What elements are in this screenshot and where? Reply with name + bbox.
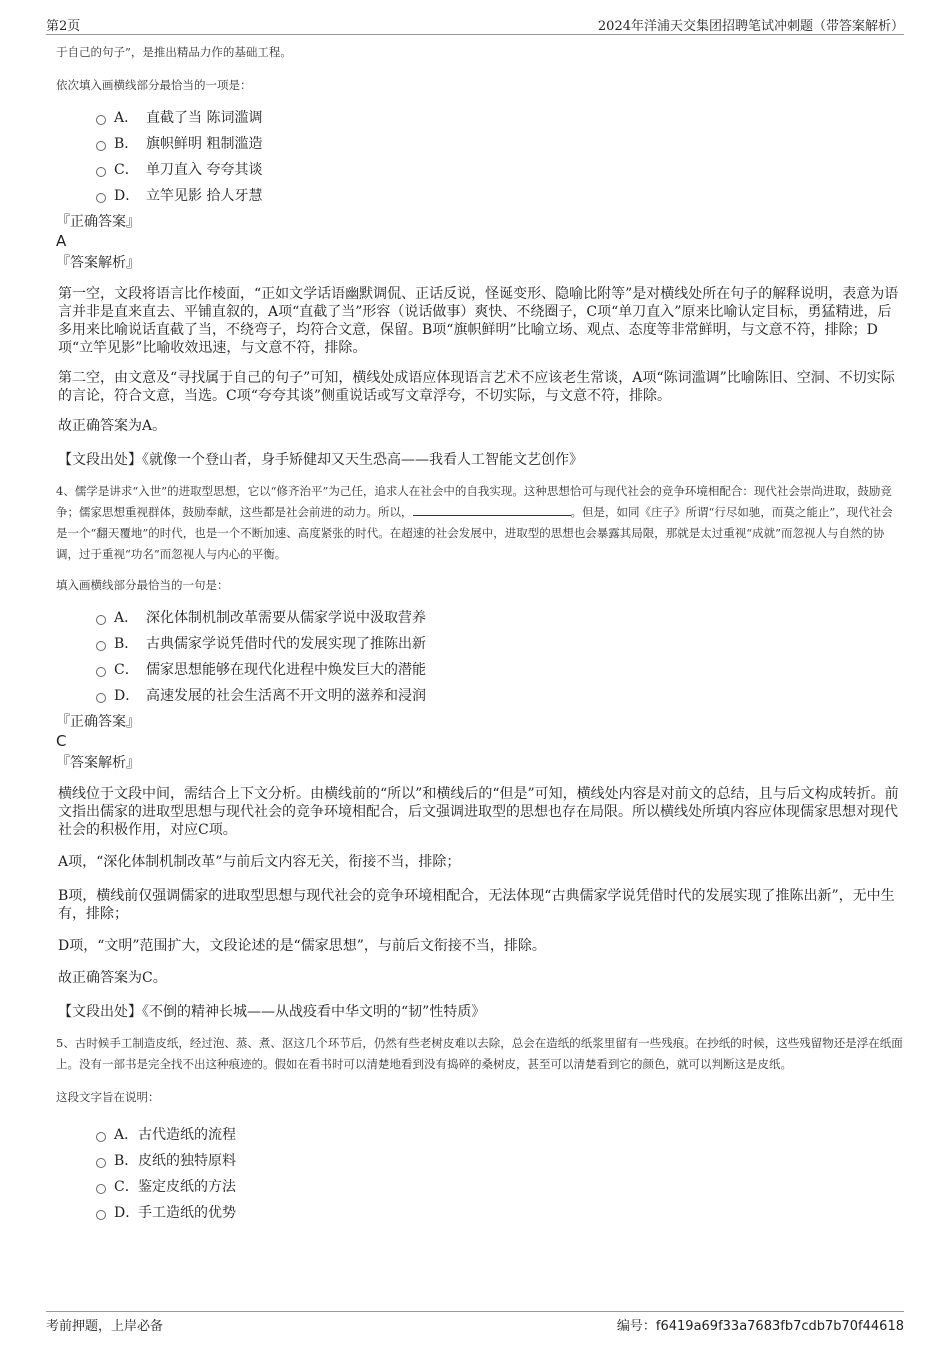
- q3-answer: A: [56, 232, 67, 250]
- q3-analysis-2: 第二空，由文意及“寻找属于自己的句子”可知，横线处成语应体现语言艺术不应该老生常谈，A项“陈词滥调”比喻陈旧、空洞、不切实际的言论，符合文意，当选。C项“夸夸其谈”侧重说话或写文章浮夸，不切实际，与文意不符，排除。: [58, 370, 895, 404]
- q5-stem: 5、古时候手工制造皮纸，经过泡、蒸、煮、沤这几个环节后，仍然有些老树皮难以去除，总会在造纸的纸浆里留有一些残痕。在抄纸的时候，这些残留物还是浮在纸面上。没有一部书是完全找不出这种痕迹的。假如在看书时可以清楚地看到没有捣碎的桑树皮，甚至可以清楚看到它的颜色，就可以判断这是皮纸。: [56, 1036, 903, 1071]
- q3-option-b[interactable]: B． 旗帜鲜明 粗制滥造: [56, 131, 904, 157]
- q4-answer-tag: 『正确答案』: [56, 714, 140, 730]
- radio-icon[interactable]: [96, 1184, 106, 1194]
- document-title: 2024年洋浦天交集团招聘笔试冲刺题（带答案解析）: [597, 19, 904, 34]
- q3-options: [56, 105, 904, 209]
- q4-stem: 4、儒学是讲求“入世”的进取型思想，它以“修齐治平”为己任，追求人在社会中的自我实现。这种思想恰可与现代社会的竞争环境相配合：现代社会崇尚进取，鼓励竞争；儒家思想重视群体，鼓励奉献，这些都是社会前进的动力。所以， 。但是，如同《庄子》所谓“行尽如驰，而莫之能止”，现代社会是一个“翻天覆地”的时代，也是一个不断加速、高度紧张的时代。在超速的社会发展中，进取型的思想也会暴露其局限，那就是太过重视“成就”而忽视人与自然的协调，过于重视“功名”而忽视人与内心的平衡。: [56, 484, 893, 561]
- page-header: [46, 14, 904, 35]
- radio-icon[interactable]: [96, 1132, 106, 1142]
- page-footer: [46, 1311, 904, 1336]
- q3-option-a[interactable]: A． 直截了当 陈词滥调: [56, 105, 904, 131]
- radio-icon[interactable]: [96, 641, 106, 651]
- radio-icon[interactable]: [96, 1210, 106, 1220]
- q3-option-d[interactable]: D． 立竿见影 拾人牙慧: [56, 183, 904, 209]
- q5-option-a[interactable]: A． 古代造纸的流程: [56, 1122, 904, 1148]
- q3-analysis-1: 第一空，文段将语言比作棱面，“正如文学话语幽默调侃、正话反说，怪诞变形、隐喻比附等”是对横线处所在句子的解释说明，表意为语言并非是直来直去、平铺直叙的，A项“直截了当”形容（说话做事）爽快、不绕圈子，C项“单刀直入”原来比喻认定目标，勇猛精进，后多用来比喻说话直截了当，不绕弯子，均符合文意，保留。B项“旗帜鲜明”比喻立场、观点、态度等非常鲜明，与文意不符，排除；D项“立竿见影”比喻收效迅速，与文意不符，排除。: [58, 286, 899, 356]
- radio-icon[interactable]: [96, 615, 106, 625]
- q4-analysis-tag: 『答案解析』: [56, 755, 140, 771]
- q4-analysis-2: A项，“深化体制机制改革”与前后文内容无关，衔接不当，排除；: [58, 854, 461, 870]
- radio-icon[interactable]: [96, 693, 106, 703]
- q4-prompt: 填入画横线部分最恰当的一句是：: [56, 578, 229, 592]
- q4-option-a[interactable]: A． 深化体制机制改革需要从儒家学说中汲取营养: [56, 605, 904, 631]
- q3-answer-tag: 『正确答案』: [56, 214, 140, 230]
- radio-icon[interactable]: [96, 667, 106, 677]
- q4-option-d[interactable]: D． 高速发展的社会生活离不开文明的滋养和浸润: [56, 683, 904, 709]
- q5-option-c[interactable]: C． 鉴定皮纸的方法: [56, 1174, 904, 1200]
- q3-analysis-3: 故正确答案为A。: [58, 418, 167, 434]
- q4-analysis-5: 故正确答案为C。: [58, 970, 167, 986]
- q5-options: [56, 1122, 904, 1226]
- document-code: 编号：f6419a69f33a7683fb7cdb7b70f44618: [616, 1319, 904, 1334]
- q4-analysis-4: D项，“文明”范围扩大，文段论述的是“儒家思想”，与前后文衔接不当，排除。: [58, 938, 546, 954]
- q5-option-b[interactable]: B． 皮纸的独特原料: [56, 1148, 904, 1174]
- radio-icon[interactable]: [96, 167, 106, 177]
- q4-options: [56, 605, 904, 709]
- page-content: [56, 42, 904, 1226]
- radio-icon[interactable]: [96, 115, 106, 125]
- q4-source: 【文段出处】《不倒的精神长城——从战疫看中华文明的“韧”性特质》: [58, 1004, 486, 1020]
- q3-option-c[interactable]: C． 单刀直入 夸夸其谈: [56, 157, 904, 183]
- q5-prompt: 这段文字旨在说明：: [56, 1090, 160, 1104]
- q3-source: 【文段出处】《就像一个登山者，身手矫健却又天生恐高——我看人工智能文艺创作》: [58, 452, 583, 468]
- q3-stem-tail: 于自己的句子”，是推出精品力作的基础工程。: [56, 45, 292, 59]
- radio-icon[interactable]: [96, 141, 106, 151]
- q3-prompt: 依次填入画横线部分最恰当的一项是：: [56, 78, 252, 92]
- q4-analysis-1: 横线位于文段中间，需结合上下文分析。由横线前的“所以”和横线后的“但是”可知，横线处内容是对前文的总结，且与后文构成转折。前文指出儒家的进取型思想与现代社会的竞争环境相配合，后文强调进取型的思想也存在局限。所以横线处所填内容应体现儒家思想对现代社会的积极作用，对应C项。: [58, 786, 899, 838]
- q5-option-d[interactable]: D． 手工造纸的优势: [56, 1200, 904, 1226]
- q4-option-b[interactable]: B． 古典儒家学说凭借时代的发展实现了推陈出新: [56, 631, 904, 657]
- radio-icon[interactable]: [96, 193, 106, 203]
- footer-slogan: 考前押题，上岸必备: [46, 1319, 164, 1334]
- q4-answer: C: [56, 732, 67, 750]
- q3-analysis-tag: 『答案解析』: [56, 255, 140, 271]
- q4-analysis-3: B项，横线前仅强调儒家的进取型思想与现代社会的竞争环境相配合，无法体现“古典儒家学说凭借时代的发展实现了推陈出新”，无中生有，排除；: [58, 888, 895, 922]
- page-number: 第2页: [46, 19, 81, 34]
- fill-blank: [413, 503, 571, 516]
- radio-icon[interactable]: [96, 1158, 106, 1168]
- q4-option-c[interactable]: C． 儒家思想能够在现代化进程中焕发巨大的潜能: [56, 657, 904, 683]
